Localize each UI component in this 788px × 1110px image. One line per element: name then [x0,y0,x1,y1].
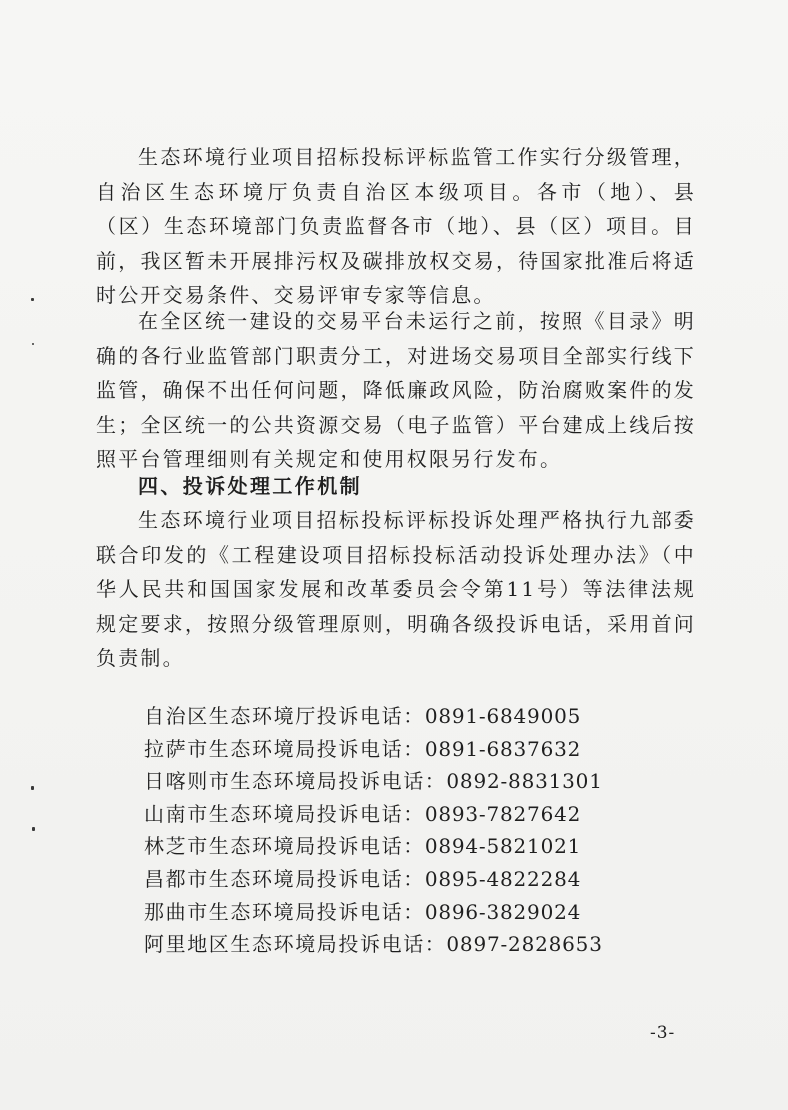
scan-speck [32,343,34,345]
contact-label: 那曲市生态环境局投诉电话： [144,899,425,924]
contact-phone: 0891-6837632 [424,736,582,761]
page-number: -3- [650,1023,676,1043]
scan-speck [31,298,34,301]
contact-label: 日喀则市生态环境局投诉电话： [144,769,447,794]
contact-phone: 0893-7827642 [424,801,582,826]
paragraph-platform: 在全区统一建设的交易平台未运行之前，按照《目录》明确的各行业监管部门职责分工，对进场交易项目全部实行线下监管，确保不出任何问题，降低廉政风险，防治腐败案件的发生；全区统一的公共资源交易（电子监管）平台建成上线后按照平台管理细则有关规定和使用权限另行发布。 [96,309,696,471]
scan-speck [31,786,34,790]
contact-item [144,863,664,896]
contact-label: 林芝市生态环境局投诉电话： [144,834,425,859]
contact-item [144,700,664,733]
contact-item [144,896,664,929]
contact-phone: 0897-2828653 [446,932,603,957]
contact-item [144,733,664,766]
contact-phone: 0892-8831301 [446,769,603,794]
contact-item [144,798,664,831]
contact-phone: 0896-3829024 [424,899,582,924]
contact-phone: 0891-6849005 [424,704,582,728]
contact-label: 拉萨市生态环境局投诉电话： [144,736,425,761]
contact-label: 自治区生态环境厅投诉电话： [144,704,425,728]
contact-phone: 0894-5821021 [424,834,582,859]
scan-speck [32,827,35,831]
contact-label: 阿里地区生态环境局投诉电话： [144,932,447,957]
contact-item [144,830,664,863]
paragraph-complaints: 生态环境行业项目招标投标评标投诉处理严格执行九部委联合印发的《工程建设项目招标投标活动投诉处理办法》（中华人民共和国国家发展和改革委员会令第11号）等法律法规规定要求，按照分级管理原则，明确各级投诉电话，采用首问负责制。 [96,508,696,670]
contact-item [144,928,664,961]
contact-phone: 0895-4822284 [424,866,582,891]
paragraph-supervision: 生态环境行业项目招标投标评标监管工作实行分级管理，自治区生态环境厅负责自治区本级项目。各市（地）、县（区）生态环境部门负责监督各市（地）、县（区）项目。目前，我区暂未开展排污权及碳排放权交易，待国家批准后将适时公开交易条件、交易评审专家等信息。 [96,145,696,307]
contact-label: 山南市生态环境局投诉电话： [144,801,425,826]
section-heading: 四、投诉处理工作机制 [138,474,362,498]
contact-item [144,765,664,798]
contact-list [144,700,664,961]
contact-label: 昌都市生态环境局投诉电话： [144,866,425,891]
